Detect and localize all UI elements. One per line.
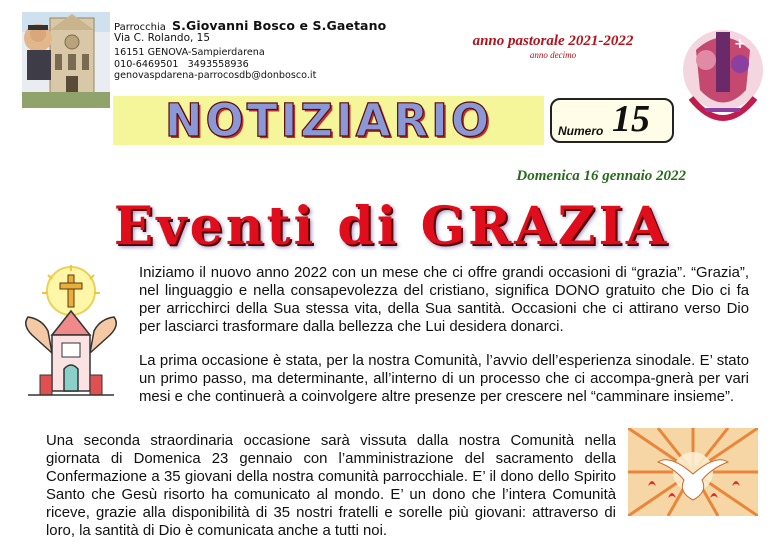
notiziario-title: NOTIZIARIO <box>164 96 493 145</box>
issue-number-value: 15 <box>612 98 650 140</box>
city-line: 16151 GENOVA-Sampierdarena <box>114 47 265 59</box>
issue-number-label: Numero <box>558 124 604 138</box>
paragraph-1: Iniziamo il nuovo anno 2022 con un mese che ci offre grandi occasioni di “grazia”. “Grazia”, nel linguaggio e nella consapevolezza del cristiano, significa DONO gratuito che Dio ci fa per arricchirci della Sua stessa vita, della Sua santità. Occasioni che ci attirano verso Dio per lasciarci trasformare dalla bellezza che Lui desidera donarci. <box>139 265 749 335</box>
paragraph-3: Una seconda straordinaria occasione sarà vissuta dalla nostra Comunità nella giornata di Domenica 23 gennaio con l’amministrazione del sacramento della Confermazione a 35 giovani della nostra comunità parrocchiale. E’ il dono dello Spirito Santo che Gesù risorto ha comunicato al mondo. E’ un dono che l’intera Comunità riceve, grazie alla disponibilità di 35 nostri fratelli e sorelle più giovani: attraverso di loro, la santità di Dio è comunicata anche a tutti noi. <box>46 433 616 539</box>
pastoral-year-subtitle: anno decimo <box>529 50 577 60</box>
issue-date: Domenica 16 gennaio 2022 <box>516 168 686 184</box>
headline: Eventi di GRAZIA <box>113 196 670 257</box>
parish-label: Parrocchia <box>114 22 166 33</box>
holy-spirit-dove-illustration-icon <box>628 428 758 516</box>
phone-numbers: 010-6469501 3493558936 <box>114 58 249 70</box>
church-illustration-icon <box>18 265 124 407</box>
parish-church-photo <box>22 12 110 108</box>
issue-number-box <box>550 98 674 143</box>
parish-name: S.Giovanni Bosco e S.Gaetano <box>172 18 387 33</box>
pastoral-year-title: anno pastorale 2021-2022 <box>472 33 634 49</box>
parish-info <box>114 20 404 81</box>
notiziario-banner <box>113 96 544 145</box>
paragraph-2: La prima occasione è stata, per la nostra Comunità, l’avvio dell’esperienza sinodale. E’ stato un primo passo, ma determinante, all’interno di un processo che ci accompa-gnerà per vari mesi e che continuerà a coinvolgere altre presenze per crescere nel “camminare insieme”. <box>139 353 749 405</box>
parish-logo-icon <box>676 20 770 138</box>
svg-text:+: + <box>734 36 746 52</box>
email-address[interactable]: genovaspdarena-parrocosdb@donbosco.it <box>114 69 317 81</box>
address-line: Via C. Rolando, 15 <box>114 32 211 45</box>
